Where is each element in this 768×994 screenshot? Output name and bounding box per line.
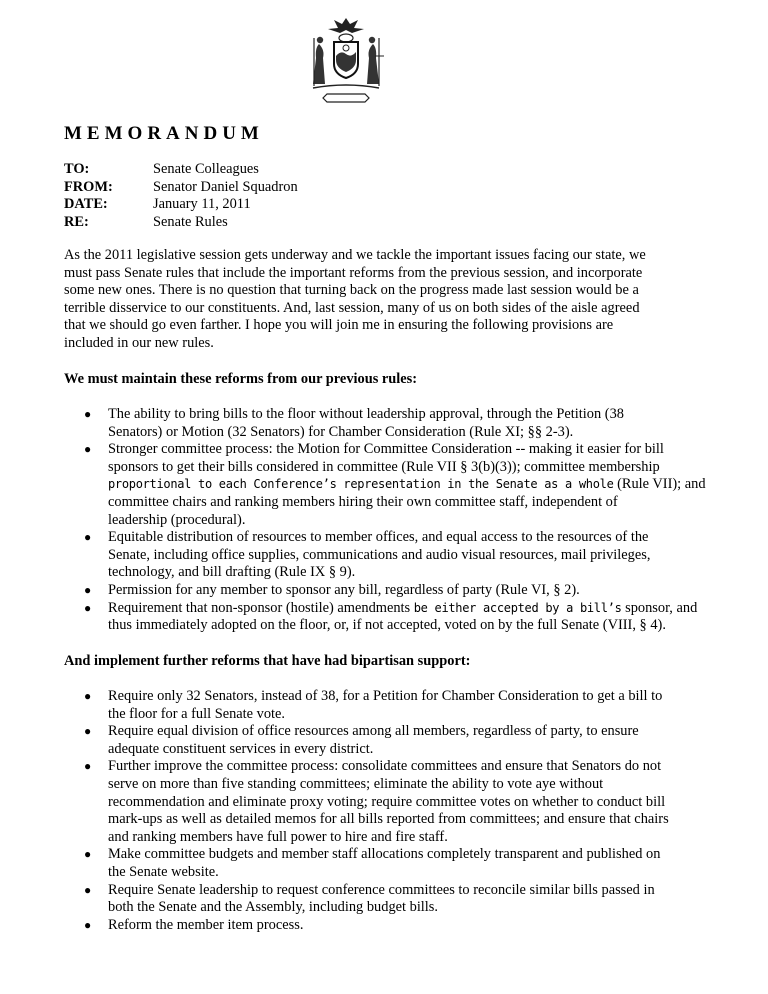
header-row-to: [64, 161, 298, 179]
item-line: technology, and bill drafting (Rule IX § 9).: [108, 564, 356, 581]
bullet-icon: ●: [84, 407, 92, 421]
header-value: January 11, 2011: [153, 196, 251, 213]
header-value: Senate Colleagues: [153, 161, 259, 177]
bullet-icon: ●: [84, 847, 92, 862]
item-line: leadership (procedural).: [108, 511, 246, 528]
header-label: RE:: [64, 213, 89, 230]
header-value: Senator Daniel Squadron: [153, 178, 298, 195]
item-line-tail: sponsor, and: [621, 599, 698, 616]
list-item: [64, 406, 704, 441]
item-line-mono: be either accepted by a bill’s: [413, 600, 622, 615]
section-heading-further: And implement further reforms that have had bipartisan support:: [64, 653, 471, 669]
item-line: Permission for any member to sponsor any bill, regardless of party (Rule VI, § 2).: [108, 581, 580, 598]
list-item: [64, 688, 704, 723]
item-line-tail: (Rule VII); and: [613, 476, 706, 493]
item-line-plain: Requirement that non-sponsor (hostile) amendments: [108, 599, 414, 616]
item-line: recommendation and eliminate proxy voting; require committee votes on whether to conduct bill: [108, 793, 666, 810]
intro-line: terrible disservice to our constituents. And, last session, many of us on both sides of the aisle agreed: [64, 299, 640, 316]
intro-line: As the 2011 legislative session gets underway and we tackle the important issues facing our state, we: [64, 247, 646, 263]
item-line: committee chairs and ranking members hiring their own committee staff, independent of: [108, 493, 618, 510]
item-line: [108, 600, 704, 618]
item-line: Further improve the committee process: consolidate committees and ensure that Senators do not: [108, 758, 662, 775]
header-label: TO:: [64, 161, 90, 177]
intro-line: must pass Senate rules that include the important reforms from the previous session, and incorporate: [64, 264, 643, 281]
bullet-icon: ●: [84, 689, 92, 703]
list-item: [64, 723, 704, 758]
list-item: [64, 882, 704, 917]
bullet-icon: ●: [84, 917, 92, 932]
bullet-icon: ●: [84, 582, 92, 597]
item-line: thus immediately adopted on the floor, or, if not accepted, voted on by the full Senate (VIII, § 4).: [108, 617, 666, 634]
header-row-from: [64, 179, 298, 197]
section-heading-maintain: We must maintain these reforms from our previous rules:: [64, 371, 418, 387]
header-row-date: [64, 196, 298, 214]
item-line: both the Senate and the Assembly, including budget bills.: [108, 899, 439, 916]
item-line: the Senate website.: [108, 863, 219, 880]
bullet-icon: ●: [84, 882, 92, 897]
new-york-state-seal-icon: [305, 16, 387, 108]
item-line: Senate, including office supplies, communications and audio visual resources, mail privileges,: [108, 546, 651, 563]
maintain-reforms-list: [64, 406, 704, 635]
item-line: Make committee budgets and member staff allocations completely transparent and published on: [108, 846, 661, 863]
item-line: [108, 476, 706, 494]
list-item: [64, 917, 704, 935]
item-line: serve on more than five standing committees; eliminate the ability to vote aye without: [108, 775, 604, 792]
list-item: [64, 600, 704, 635]
item-line: Reform the member item process.: [108, 916, 304, 933]
list-item: [64, 846, 704, 881]
bullet-icon: ●: [84, 442, 92, 457]
item-line-mono: proportional to each Conference’s representation in the Senate as a whole: [108, 477, 614, 492]
list-item: [64, 758, 704, 846]
item-line: Senators) or Motion (32 Senators) for Chamber Consideration (Rule XI; §§ 2-3).: [108, 423, 574, 440]
header-label: FROM:: [64, 178, 113, 195]
item-line: sponsors to get their bills considered in committee (Rule VII § 3(b)(3)); committee membership: [108, 458, 660, 475]
memo-title: MEMORANDUM: [64, 123, 264, 144]
bullet-icon: ●: [84, 759, 92, 774]
bullet-icon: ●: [84, 530, 92, 545]
list-item: [64, 441, 704, 529]
item-line: mark-ups as well as detailed memos for all bills reported from committees; and ensure that chairs: [108, 811, 669, 828]
item-line: Require Senate leadership to request conference committees to reconcile similar bills passed in: [108, 881, 655, 898]
item-line: Equitable distribution of resources to member offices, and equal access to the resources of the: [108, 529, 649, 546]
intro-line: some new ones. There is no question that turning back on the progress made last session would be a: [64, 282, 639, 299]
item-line: and ranking members have full power to hire and fire staff.: [108, 828, 448, 845]
item-line: The ability to bring bills to the floor without leadership approval, through the Petition (38: [108, 406, 624, 422]
intro-line: that we should go even farther. I hope you will join me in ensuring the following provisions are: [64, 317, 614, 334]
header-value: Senate Rules: [153, 213, 228, 230]
bullet-icon: ●: [84, 600, 92, 615]
list-item: [64, 529, 704, 582]
list-item: [64, 582, 704, 600]
item-line: the floor for a full Senate vote.: [108, 705, 286, 722]
item-line: adequate constituent services in every district.: [108, 740, 374, 757]
new-york-state-seal: [305, 16, 387, 108]
header-row-re: [64, 214, 298, 232]
intro-paragraph: [64, 247, 696, 353]
intro-line: included in our new rules.: [64, 334, 214, 351]
header-label: DATE:: [64, 196, 108, 213]
item-line: Require only 32 Senators, instead of 38, for a Petition for Chamber Consideration to get a bill to: [108, 688, 663, 704]
item-line: Stronger committee process: the Motion for Committee Consideration -- making it easier for bill: [108, 441, 664, 458]
further-reforms-list: [64, 688, 704, 934]
bullet-icon: ●: [84, 724, 92, 739]
memo-header: [64, 161, 298, 231]
item-line: Require equal division of office resources among all members, regardless of party, to ensure: [108, 723, 639, 740]
